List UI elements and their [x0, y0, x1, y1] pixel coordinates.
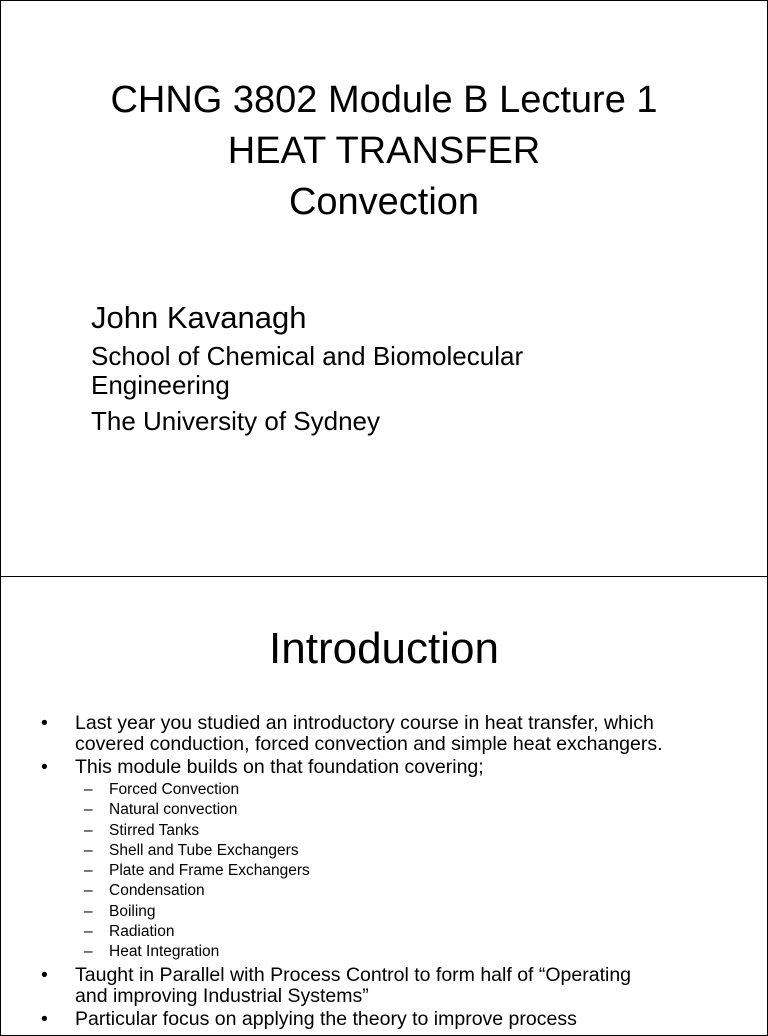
bullet-item	[1, 1009, 768, 1030]
dash-marker: –	[84, 821, 93, 839]
dash-marker: –	[84, 781, 93, 798]
bullet-marker: •	[41, 756, 48, 778]
sub-bullet-item	[1, 902, 768, 922]
dash-marker: –	[84, 801, 93, 819]
school-line-2: Engineering	[91, 370, 230, 400]
introduction-slide	[0, 576, 768, 1036]
sub-bullet-item	[1, 780, 768, 800]
sub-bullet-item	[1, 922, 768, 942]
school-line-1: School of Chemical and Biomolecular	[91, 341, 524, 371]
sub-bullet-list	[1, 780, 768, 963]
bullet-text-line: covered conduction, forced convection and simple heat exchangers.	[75, 733, 663, 755]
bullet-text-line: This module builds on that foundation covering;	[75, 756, 484, 778]
author-block	[91, 298, 731, 436]
sub-bullet-item	[1, 881, 768, 901]
sub-bullet-text: Condensation	[109, 882, 205, 900]
sub-bullet-text: Plate and Frame Exchangers	[109, 862, 310, 880]
university-name: The University of Sydney	[91, 406, 381, 436]
slide-title	[1, 75, 767, 228]
bullet-marker: •	[41, 712, 48, 734]
bullet-text-line: and improving Industrial Systems”	[75, 984, 369, 1007]
sub-bullet-item	[1, 800, 768, 820]
sub-bullet-text: Boiling	[109, 902, 156, 920]
bullet-text-line: Last year you studied an introductory course in heat transfer, which	[75, 712, 654, 734]
sub-bullet-item	[1, 841, 768, 861]
sub-bullet-text: Radiation	[109, 923, 175, 941]
bullet-list	[1, 713, 768, 1032]
title-line-topic: Convection	[288, 181, 480, 223]
title-line-subject: HEAT TRANSFER	[227, 130, 541, 172]
dash-marker: –	[84, 902, 93, 920]
bullet-marker: •	[41, 963, 48, 986]
bullet-item	[1, 757, 768, 778]
bullet-item	[1, 713, 768, 755]
sub-bullet-text: Heat Integration	[109, 943, 220, 961]
dash-marker: –	[84, 943, 93, 961]
dash-marker: –	[84, 923, 93, 941]
sub-bullet-item	[1, 942, 768, 962]
bullet-text-line: Particular focus on applying the theory to improve process	[75, 1007, 577, 1030]
title-line-course: CHNG 3802 Module B Lecture 1	[110, 79, 658, 121]
sub-bullet-text: Natural convection	[109, 801, 238, 819]
bullet-item	[1, 965, 768, 1007]
dash-marker: –	[84, 841, 93, 859]
sub-bullet-text: Forced Convection	[109, 781, 240, 798]
sub-bullet-item	[1, 821, 768, 841]
sub-bullet-text: Stirred Tanks	[109, 821, 200, 839]
bullet-marker: •	[41, 1007, 48, 1030]
bullet-text-line: Taught in Parallel with Process Control to form half of “Operating	[75, 963, 632, 986]
sub-bullet-item	[1, 861, 768, 881]
dash-marker: –	[84, 862, 93, 880]
slide-title: Introduction	[269, 624, 499, 673]
author-name: John Kavanagh	[91, 300, 307, 335]
sub-bullet-text: Shell and Tube Exchangers	[109, 841, 299, 859]
dash-marker: –	[84, 882, 93, 900]
